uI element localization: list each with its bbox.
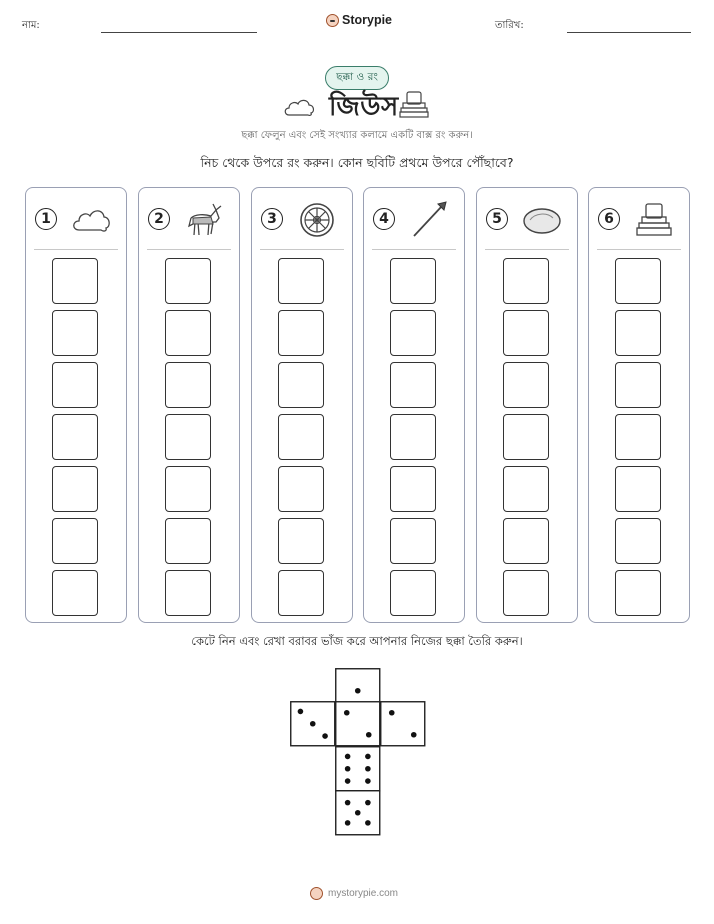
color-box[interactable] xyxy=(52,466,98,512)
subtitle: ছক্কা ফেলুন এবং সেই সংখ্যার কলামে একটি বাক্স রং করুন। xyxy=(241,130,473,141)
color-box[interactable] xyxy=(165,570,211,616)
color-box[interactable] xyxy=(52,258,98,304)
color-box[interactable] xyxy=(390,570,436,616)
goat-icon xyxy=(183,200,225,240)
color-box[interactable] xyxy=(165,310,211,356)
color-box[interactable] xyxy=(278,310,324,356)
color-box[interactable] xyxy=(503,414,549,460)
instruction: নিচ থেকে উপরে রং করুন। কোন ছবিটি প্রথমে উপরে পৌঁছাবে? xyxy=(200,155,514,170)
dice-pip xyxy=(365,754,371,760)
color-box[interactable] xyxy=(615,570,661,616)
dice-pip xyxy=(298,709,304,715)
color-box[interactable] xyxy=(615,414,661,460)
column-number: 1 xyxy=(35,208,57,230)
storypie-mascot-icon xyxy=(326,14,339,27)
dice-pip xyxy=(345,778,351,784)
dice-pip xyxy=(365,766,371,772)
color-box[interactable] xyxy=(52,518,98,564)
dice-pip xyxy=(365,778,371,784)
color-box[interactable] xyxy=(165,466,211,512)
name-line xyxy=(101,32,257,33)
throne-icon xyxy=(633,200,675,240)
color-box[interactable] xyxy=(165,362,211,408)
column-divider xyxy=(260,249,344,250)
column-divider xyxy=(34,249,118,250)
color-box[interactable] xyxy=(503,466,549,512)
dice-face-2 xyxy=(336,702,380,746)
date-line xyxy=(567,32,691,33)
color-box[interactable] xyxy=(503,570,549,616)
color-box[interactable] xyxy=(615,258,661,304)
color-box[interactable] xyxy=(278,570,324,616)
color-box[interactable] xyxy=(390,414,436,460)
brand-name: Storypie xyxy=(342,13,393,27)
cloud-icon xyxy=(70,200,112,240)
color-box[interactable] xyxy=(503,310,549,356)
dice-face-6 xyxy=(336,747,380,791)
stone-icon xyxy=(521,200,563,240)
color-box[interactable] xyxy=(390,466,436,512)
dice-pip xyxy=(411,732,417,738)
spear-icon xyxy=(408,200,450,240)
color-box[interactable] xyxy=(52,414,98,460)
column-1 xyxy=(25,187,127,623)
color-box[interactable] xyxy=(278,362,324,408)
column-4 xyxy=(363,187,465,623)
dice-face-3 xyxy=(291,702,335,746)
color-box[interactable] xyxy=(390,362,436,408)
brand-logo xyxy=(326,13,392,27)
dice-pip xyxy=(345,820,351,826)
color-box[interactable] xyxy=(165,258,211,304)
column-divider xyxy=(147,249,231,250)
cloud-icon xyxy=(283,95,317,119)
activity-badge: ছক্কা ও রং xyxy=(325,66,389,90)
dice-pip xyxy=(365,800,371,806)
dice-pip xyxy=(389,710,395,716)
color-box[interactable] xyxy=(52,570,98,616)
column-3 xyxy=(251,187,353,623)
color-box[interactable] xyxy=(278,466,324,512)
column-divider xyxy=(372,249,456,250)
dice-net xyxy=(290,668,426,836)
column-2 xyxy=(138,187,240,623)
page-title: জিউস xyxy=(329,92,399,122)
color-box[interactable] xyxy=(165,414,211,460)
dice-pip xyxy=(345,766,351,772)
color-box[interactable] xyxy=(278,414,324,460)
column-number: 6 xyxy=(598,208,620,230)
column-divider xyxy=(597,249,681,250)
color-box[interactable] xyxy=(278,258,324,304)
column-number: 3 xyxy=(261,208,283,230)
color-box[interactable] xyxy=(278,518,324,564)
color-box[interactable] xyxy=(503,258,549,304)
color-box[interactable] xyxy=(390,310,436,356)
color-box[interactable] xyxy=(165,518,211,564)
color-box[interactable] xyxy=(390,258,436,304)
dice-pip xyxy=(310,721,316,727)
dice-pip xyxy=(345,754,351,760)
dice-pip xyxy=(366,732,372,738)
column-number: 5 xyxy=(486,208,508,230)
dice-face-5 xyxy=(336,791,380,835)
footer xyxy=(310,887,398,900)
footer-url: mystorypie.com xyxy=(328,888,399,899)
dice-pip xyxy=(322,733,328,739)
dice-pip xyxy=(345,800,351,806)
color-box[interactable] xyxy=(615,466,661,512)
column-number: 4 xyxy=(373,208,395,230)
color-box[interactable] xyxy=(503,362,549,408)
color-box[interactable] xyxy=(52,310,98,356)
color-box[interactable] xyxy=(615,310,661,356)
column-5 xyxy=(476,187,578,623)
column-number: 2 xyxy=(148,208,170,230)
dice-pip xyxy=(365,820,371,826)
dice-pip xyxy=(355,688,361,694)
column-6 xyxy=(588,187,690,623)
dice-pip xyxy=(355,810,361,816)
dice-pip xyxy=(344,710,350,716)
color-box[interactable] xyxy=(503,518,549,564)
name-label: নাম: xyxy=(22,20,40,31)
storypie-mascot-icon xyxy=(310,887,323,900)
throne-icon xyxy=(399,89,429,119)
cut-instruction: কেটে নিন এবং রেখা বরাবর ভাঁজ করে আপনার নিজের ছক্কা তৈরি করুন। xyxy=(191,634,523,648)
column-divider xyxy=(485,249,569,250)
color-box[interactable] xyxy=(390,518,436,564)
color-box[interactable] xyxy=(615,518,661,564)
color-box[interactable] xyxy=(615,362,661,408)
dice-face-2 xyxy=(381,702,425,746)
color-box[interactable] xyxy=(52,362,98,408)
wheel-shield-icon xyxy=(296,200,338,240)
date-label: তারিখ: xyxy=(495,20,524,31)
